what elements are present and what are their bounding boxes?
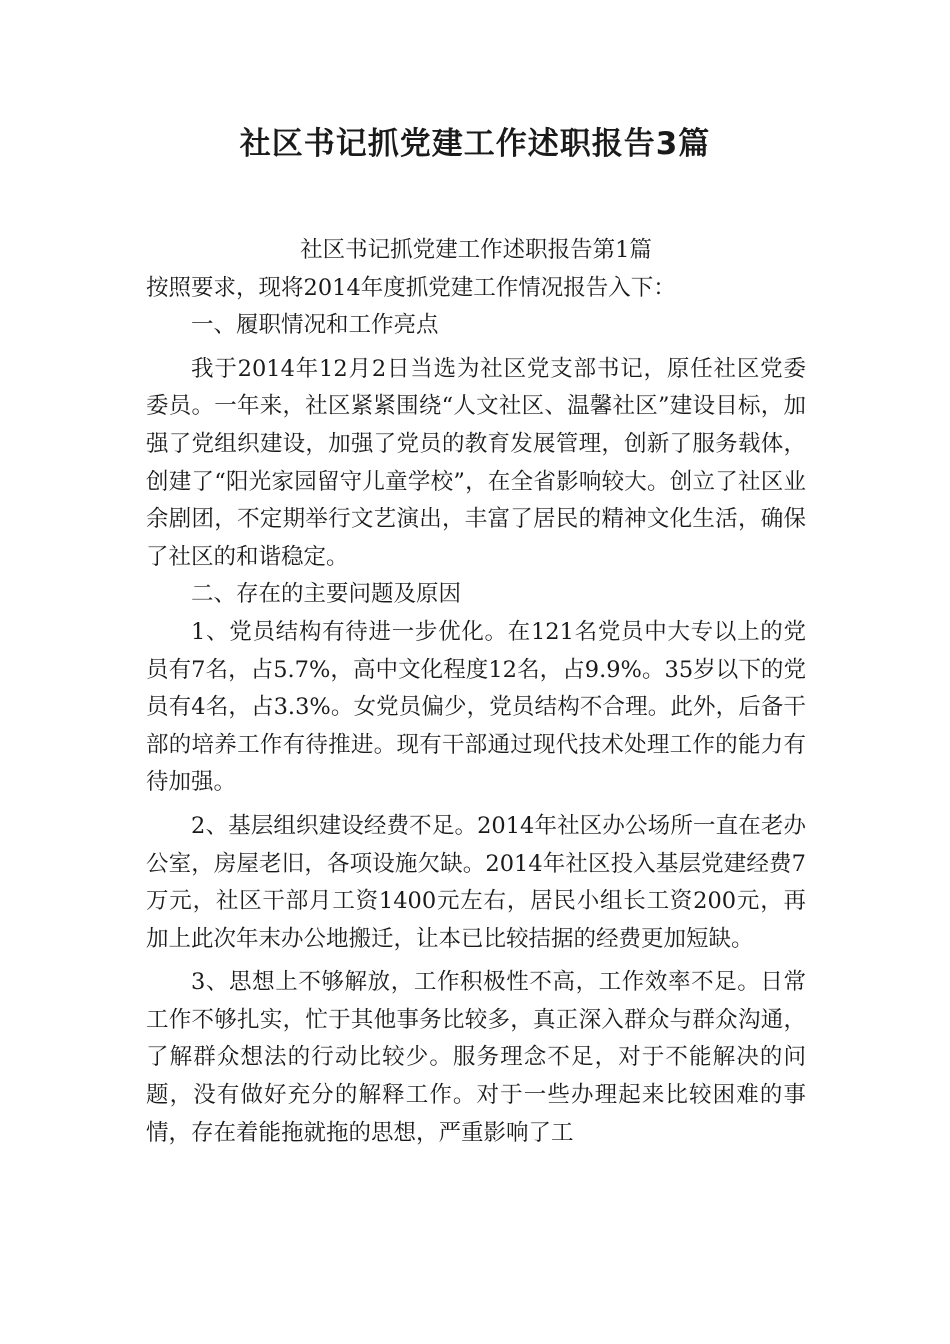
document-body: [146, 220, 806, 1152]
paragraph-problem-2: 2、基层组织建设经费不足。2014年社区办公场所一直在老办公室，房屋老旧，各项设施欠缺。2014年社区投入基层党建经费7万元，社区干部月工资1400元左右，居民小组长工资200元，再加上此次年末办公地搬迁，让本已比较拮据的经费更加短缺。: [146, 812, 806, 952]
intro-paragraph: 按照要求，现将2014年度抓党建工作情况报告入下：: [146, 274, 676, 301]
document-title: 社区书记抓党建工作述职报告3篇: [239, 126, 711, 162]
section-title: 社区书记抓党建工作述职报告第1篇: [300, 237, 652, 263]
heading-duties: 一、履职情况和工作亮点: [191, 312, 439, 339]
paragraph-problem-1: 1、党员结构有待进一步优化。在121名党员中大专以上的党员有7名，占5.7%，高中文化程度12名，占9.9%。35岁以下的党员有4名，占3.3%。女党员偏少，党员结构不合理。此外，后备干部的培养工作有待推进。现有干部通过现代技术处理工作的能力有待加强。: [146, 618, 806, 796]
heading-problems: 二、存在的主要问题及原因: [191, 581, 462, 608]
paragraph-duties: 我于2014年12月2日当选为社区党支部书记，原任社区党委委员。一年来，社区紧紧围绕“人文社区、温馨社区”建设目标，加强了党组织建设，加强了党员的教育发展管理，创新了服务载体，创建了“阳光家园留守儿童学校”，在全省影响较大。创立了社区业余剧团，不定期举行文艺演出，丰富了居民的精神文化生活，确保了社区的和谐稳定。: [146, 355, 806, 570]
paragraph-problem-3: 3、思想上不够解放，工作积极性不高，工作效率不足。日常工作不够扎实，忙于其他事务比较多，真正深入群众与群众沟通，了解群众想法的行动比较少。服务理念不足，对于不能解决的问题，没有做好充分的解释工作。对于一些办理起来比较困难的事情，存在着能拖就拖的思想，严重影响了工: [146, 969, 806, 1146]
